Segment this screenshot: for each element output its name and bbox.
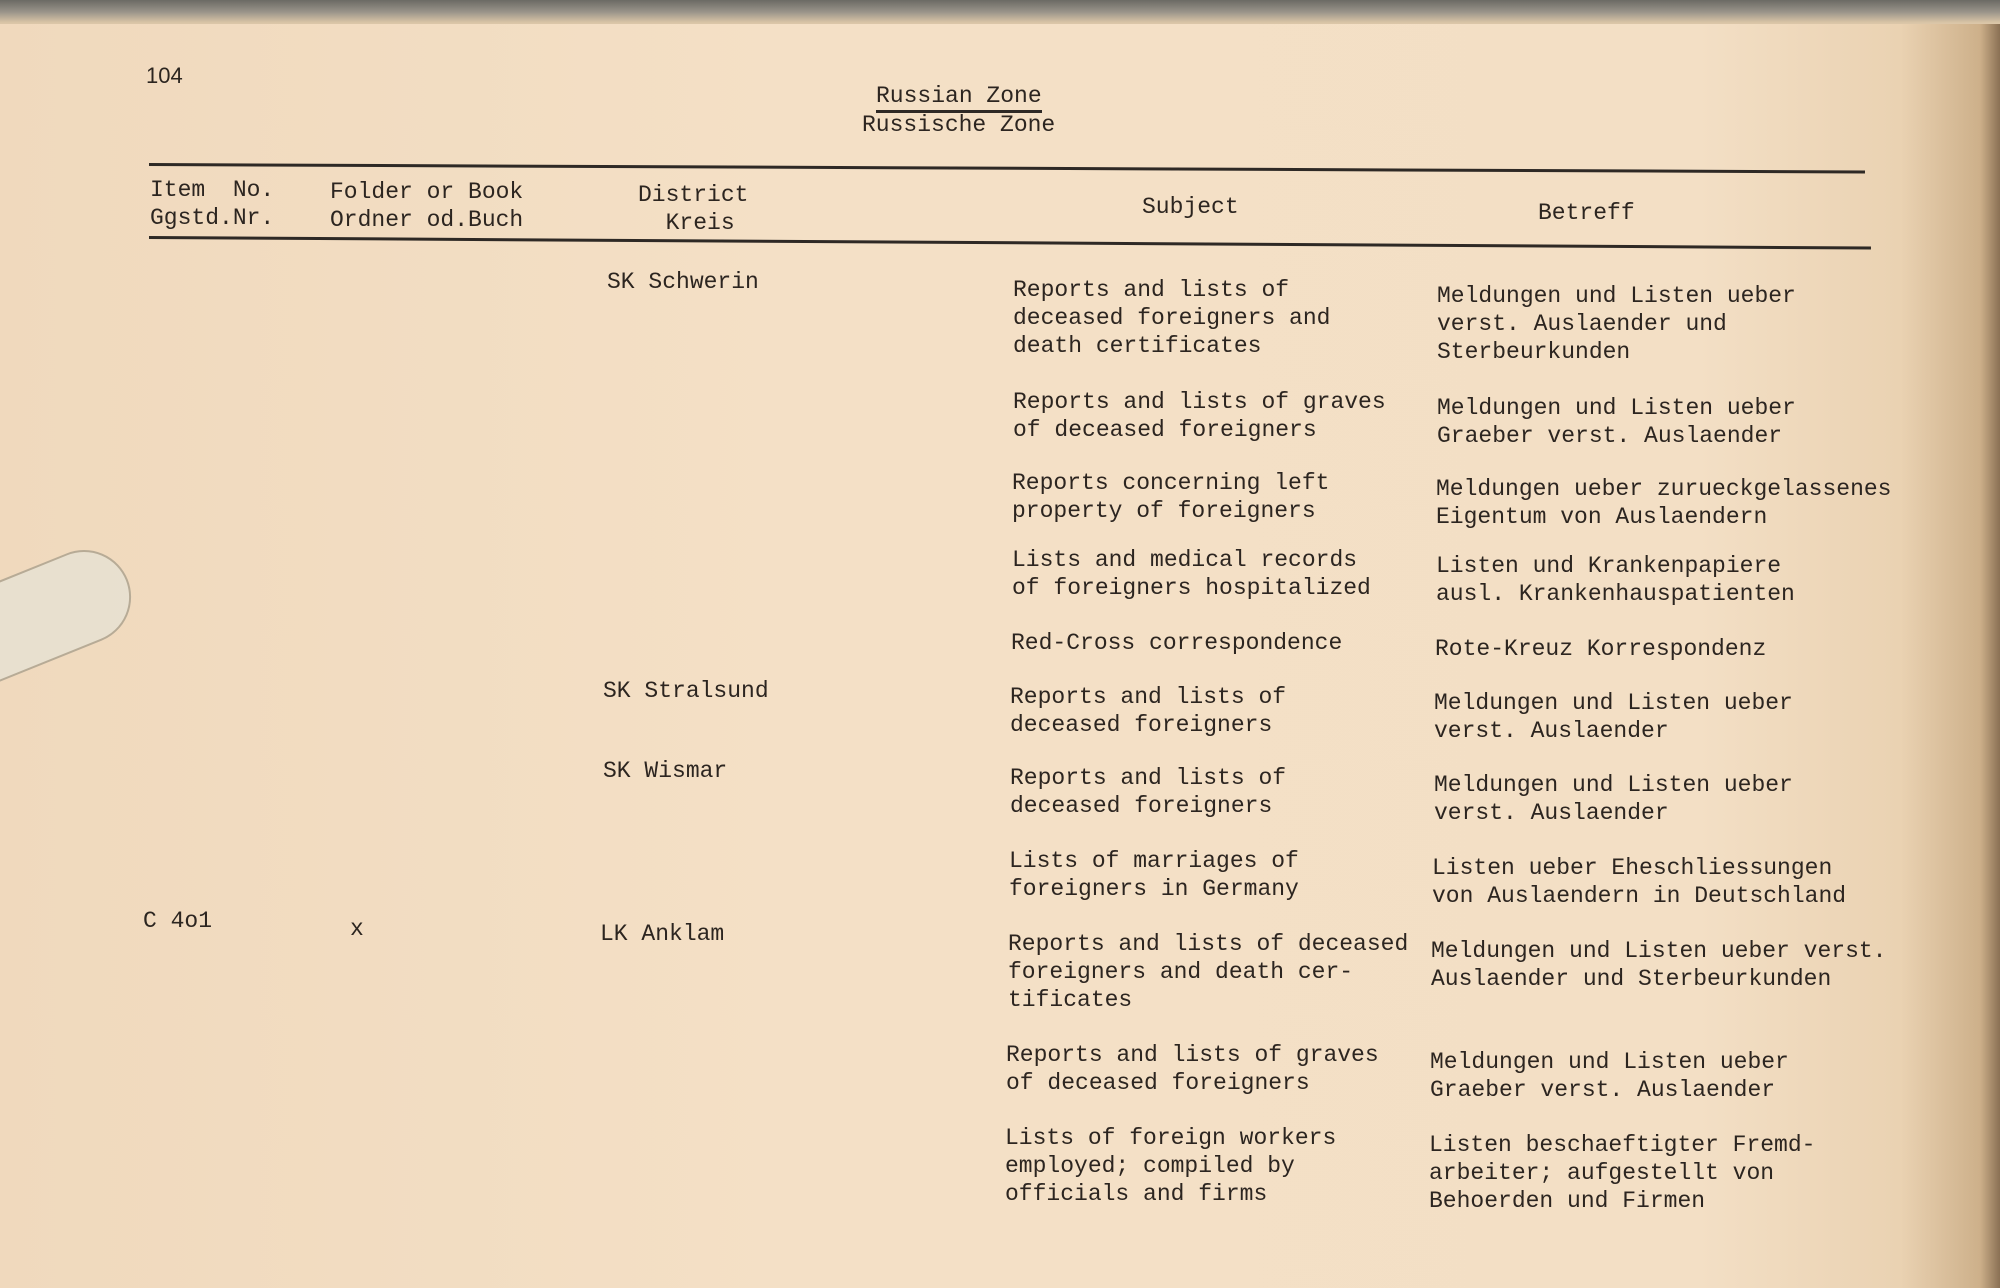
subject-cell: Red-Cross correspondence	[1011, 630, 1343, 656]
header-district-de: Kreis	[638, 210, 735, 236]
betreff-cell: Meldungen ueber zurueckgelassenes Eigentum von Auslaendern	[1436, 476, 1892, 530]
subject-cell: Lists of marriages of foreigners in Germany	[1009, 848, 1299, 902]
betreff-cell: Meldungen und Listen ueber Graeber verst. Auslaender	[1430, 1049, 1789, 1103]
header-district-en: District	[638, 182, 749, 208]
subject-cell: Reports and lists of graves of deceased foreigners	[1013, 389, 1386, 443]
subject-cell: Lists of foreign workers employed; compiled by officials and firms	[1005, 1125, 1337, 1207]
subject-cell: Reports and lists of deceased foreigners	[1010, 765, 1287, 819]
title-en	[876, 82, 1042, 110]
subject-cell: Reports and lists of deceased foreigners	[1010, 684, 1287, 738]
district-name: SK Schwerin	[607, 269, 759, 295]
district-name: SK Wismar	[603, 758, 728, 784]
betreff-cell: Meldungen und Listen ueber verst. Auslaender	[1434, 772, 1793, 826]
header-item-de: Ggstd.Nr.	[150, 205, 275, 231]
header-folder-de: Ordner od.Buch	[330, 207, 524, 233]
header-subject: Subject	[1142, 194, 1239, 220]
subject-cell: Reports concerning left property of foreigners	[1012, 470, 1330, 524]
subject-cell: Reports and lists of deceased foreigners and death cer- tificates	[1008, 931, 1409, 1013]
district-name: SK Stralsund	[603, 678, 769, 704]
header-item-en: Item No.	[150, 177, 275, 203]
betreff-cell: Meldungen und Listen ueber Graeber verst. Auslaender	[1437, 395, 1796, 449]
folder-mark: x	[350, 916, 364, 942]
betreff-cell: Listen beschaeftigter Fremd- arbeiter; aufgestellt von Behoerden und Firmen	[1429, 1132, 1816, 1214]
subject-cell: Reports and lists of deceased foreigners and death certificates	[1013, 277, 1331, 359]
betreff-cell: Meldungen und Listen ueber verst. Auslaender und Sterbeurkunden	[1431, 938, 1887, 992]
betreff-cell: Meldungen und Listen ueber verst. Auslaender und Sterbeurkunden	[1437, 283, 1796, 365]
header-folder-en: Folder or Book	[330, 179, 524, 205]
page-number: 104	[146, 63, 183, 88]
betreff-cell: Listen ueber Eheschliessungen von Auslaendern in Deutschland	[1432, 855, 1847, 909]
title-en-text: Russian Zone	[876, 83, 1042, 113]
betreff-cell: Rote-Kreuz Korrespondenz	[1435, 636, 1767, 662]
title-de: Russische Zone	[862, 112, 1056, 138]
item-number: C 4o1	[143, 908, 213, 934]
subject-cell: Lists and medical records of foreigners hospitalized	[1012, 547, 1371, 601]
district-name: LK Anklam	[600, 921, 725, 947]
header-betreff: Betreff	[1538, 200, 1635, 226]
betreff-cell: Meldungen und Listen ueber verst. Auslaender	[1434, 690, 1793, 744]
subject-cell: Reports and lists of graves of deceased foreigners	[1006, 1042, 1379, 1096]
betreff-cell: Listen und Krankenpapiere ausl. Krankenhauspatienten	[1436, 553, 1795, 607]
